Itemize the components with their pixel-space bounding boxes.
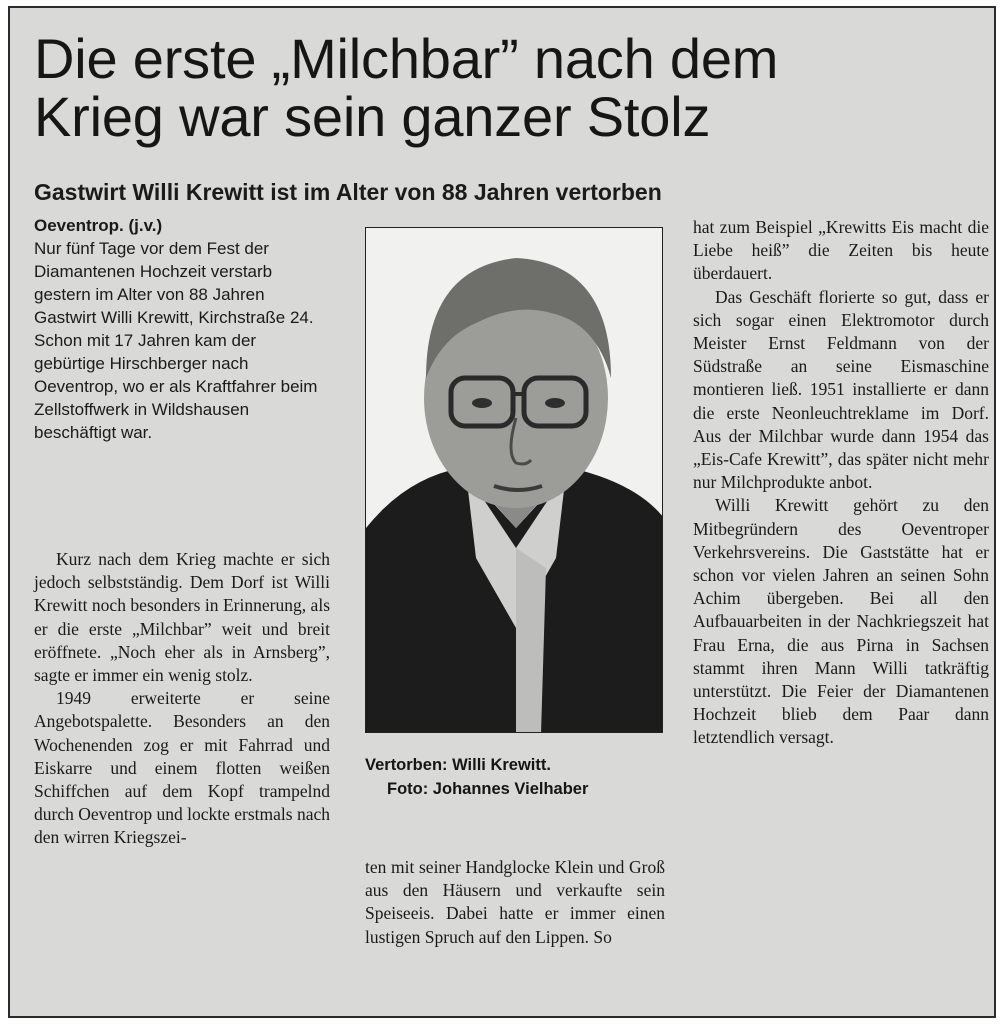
lead-paragraph	[34, 214, 330, 444]
paragraph-postwar: Kurz nach dem Krieg machte er sich jedoch selbstständig. Dem Dorf ist Willi Krewitt noch besonders in Erinnerung, als er die erste „Milchbar” weit und breit eröffnete. „Noch eher als in Arnsberg”, sagte er immer ein wenig stolz.	[34, 549, 330, 686]
portrait-image	[366, 228, 663, 733]
article-column-3	[693, 216, 989, 750]
lead-text: Nur fünf Tage vor dem Fest der Diamantenen Hochzeit verstarb gestern im Alter von 88 Jahren Gastwirt Willi Krewitt, Kirchstraße 24. Schon mit 17 Jahren kam der gebürtige Hirschberger nach Oeventrop, wo er als Kraftfahrer beim Zellstoffwerk in Wildshausen beschäftigt war.	[34, 239, 318, 442]
caption-line-1: Vertorben: Willi Krewitt.	[365, 756, 551, 774]
article-column-1	[34, 214, 330, 444]
paragraph-business: Das Geschäft florierte so gut, dass er sich sogar einen Elektromotor durch Meister Ernst Feldmann von der Südstraße an seine Eismaschine montieren ließ. 1951 installierte er dann die erste Neonleuchtreklame im Dorf. Aus der Milchbar wurde dann 1954 das „Eis-Cafe Krewitt”, das später nicht mehr nur Milchprodukte anbot.	[693, 286, 989, 493]
headline-line-1: Die erste „Milchbar” nach dem	[34, 27, 779, 90]
headline-line-2: Krieg war sein ganzer Stolz	[34, 85, 711, 148]
article-column-2	[365, 856, 665, 949]
paragraph-1949: 1949 erweiterte er seine Angebotspalette. Besonders an den Wochenenden zog er mit Fahrrad und Eiskarre und einem flotten weißen Schiffchen auf dem Kopf trampelnd durch Oeventrop und lockte erstmals nach den wirren Kriegszei-	[34, 688, 330, 848]
dateline: Oeventrop. (j.v.)	[34, 216, 163, 235]
portrait-photo	[365, 227, 663, 733]
paragraph-continuation: ten mit seiner Handglocke Klein und Groß aus den Häusern und verkaufte sein Speiseeis. Dabei hatte er immer einen lustigen Spruch auf den Lippen. So	[365, 857, 665, 947]
caption-line-2: Foto: Johannes Vielhaber	[387, 780, 589, 798]
article-column-1-body	[34, 548, 330, 850]
photo-caption	[365, 753, 665, 801]
paragraph-founder: Willi Krewitt gehört zu den Mitbegründern des Oeventroper Verkehrsvereins. Die Gaststätte hat er schon vor vielen Jahren an seinen Sohn Achim übergeben. Bei all den Aufbauarbeiten in der Nachkriegszeit hat Frau Erna, die aus Pirna in Sachsen stammt ihren Mann Willi tatkräftig unterstützt. Die Feier der Diamantenen Hochzeit blieb dem Paar dann letztendlich versagt.	[693, 495, 989, 748]
newspaper-clipping	[8, 6, 996, 1018]
subheadline: Gastwirt Willi Krewitt ist im Alter von 88 Jahren vertorben	[34, 179, 662, 205]
paragraph-slogan: hat zum Beispiel „Krewitts Eis macht die Liebe heiß” die Zeiten bis heute überdauert.	[693, 217, 989, 284]
headline	[34, 27, 994, 148]
